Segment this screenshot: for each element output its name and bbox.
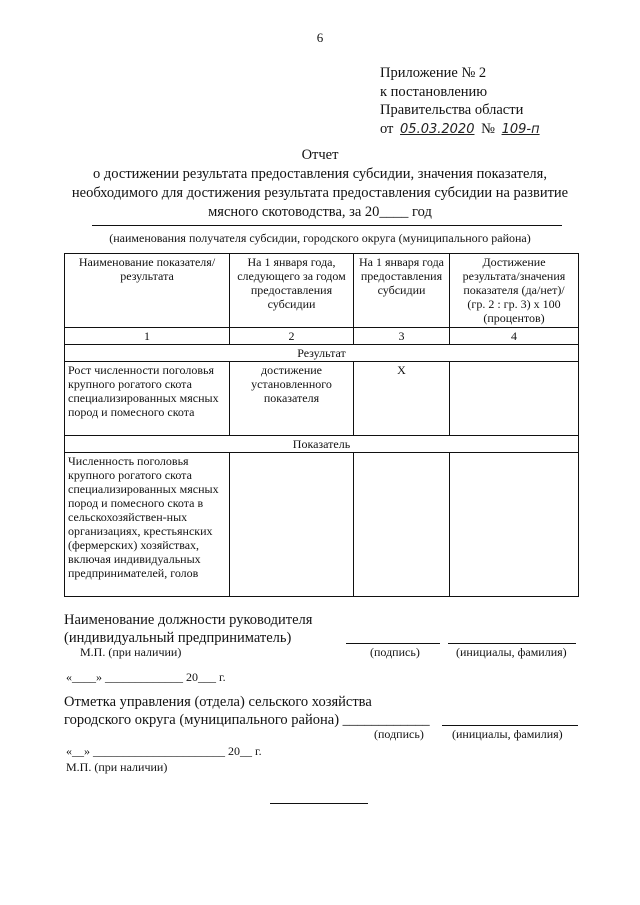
section-indicator-label: Показатель (65, 436, 579, 453)
name-caption-2: (инициалы, фамилия) (452, 727, 563, 741)
indicator-col3-cell[interactable] (354, 453, 450, 597)
table-header-row (65, 254, 579, 328)
entrepreneur-label: (индивидуальный предприниматель) (64, 630, 292, 646)
signature-caption-1: (подпись) (370, 645, 420, 659)
report-table (64, 253, 579, 597)
report-title-line-1: Отчет (301, 147, 339, 163)
signature-line-1[interactable] (346, 643, 440, 644)
signature-caption-2: (подпись) (374, 727, 424, 741)
head-position-label: Наименование должности руководителя (64, 612, 313, 628)
report-title-line-3: необходимого для достижения результата предоставления субсидии на развитие (71, 185, 569, 201)
annex-line-3: Правительства области (380, 102, 524, 118)
report-title (0, 146, 640, 222)
result-col3-cell: Х (354, 362, 450, 436)
column-number-row (65, 328, 579, 345)
result-name-cell: Рост численности поголовья крупного рогатого скота специализированных мясных пород и помесного скота (65, 362, 230, 436)
annex-number-handwritten: 109-п (501, 121, 540, 137)
page-number: 6 (316, 30, 324, 45)
annex-header (380, 64, 543, 139)
annex-line-1: Приложение № 2 (380, 65, 487, 81)
header-current-year: На 1 января года предоставления субсидии (354, 254, 450, 328)
report-title-line-4: мясного скотоводства, за 20____ год (208, 204, 432, 220)
name-line-2[interactable] (442, 725, 578, 726)
annex-date-prefix: от (380, 120, 394, 137)
report-title-line-2: о достижении результата предоставления субсидии, значения показателя, (93, 166, 547, 182)
department-mark-label: Отметка управления (отдела) сельского хозяйства (64, 694, 372, 710)
indicator-name-cell: Численность поголовья крупного рогатого скота специализированных мясных пород и помесного скота в сельскохозяйствен-ных организациях, крестьянских (фермерских) хозяйствах, включая индивидуальных предпринимателей, голов (65, 453, 230, 597)
column-number: 1 (65, 328, 230, 345)
section-result-row (65, 345, 579, 362)
recipient-caption: (наименования получателя субсидии, городского округа (муниципального района) (109, 231, 531, 245)
result-col2-cell: достижение установленного показателя (230, 362, 354, 436)
end-divider (270, 803, 368, 804)
stamp-label-1: М.П. (при наличии) (80, 645, 182, 659)
indicator-col4-cell[interactable] (450, 453, 579, 597)
column-number: 2 (230, 328, 354, 345)
date-line-1[interactable]: «____» _____________ 20___ г. (66, 670, 226, 684)
header-achievement: Достижение результата/значения показателя (да/нет)/ (гр. 2 : гр. 3) х 100 (процентов) (450, 254, 579, 328)
indicator-col2-cell[interactable] (230, 453, 354, 597)
recipient-fill-line[interactable] (92, 225, 562, 226)
header-next-year: На 1 января года, следующего за годом предоставления субсидии (230, 254, 354, 328)
table-row (65, 453, 579, 597)
table-row (65, 362, 579, 436)
stamp-label-2: М.П. (при наличии) (66, 760, 168, 774)
annex-line-2: к постановлению (380, 83, 488, 100)
name-caption-1: (инициалы, фамилия) (456, 645, 567, 659)
annex-date-handwritten: 05.03.2020 (400, 121, 475, 137)
annex-number-prefix: № (481, 120, 495, 137)
district-label: городского округа (муниципального района) ____________ (64, 712, 430, 728)
header-indicator-name: Наименование показателя/результата (65, 254, 230, 328)
section-result-label: Результат (65, 345, 579, 362)
date-line-2[interactable]: «__» ______________________ 20__ г. (66, 744, 262, 758)
column-number: 3 (354, 328, 450, 345)
annex-date-line (380, 120, 543, 140)
column-number: 4 (450, 328, 579, 345)
result-col4-cell[interactable] (450, 362, 579, 436)
section-indicator-row (65, 436, 579, 453)
name-line-1[interactable] (448, 643, 576, 644)
